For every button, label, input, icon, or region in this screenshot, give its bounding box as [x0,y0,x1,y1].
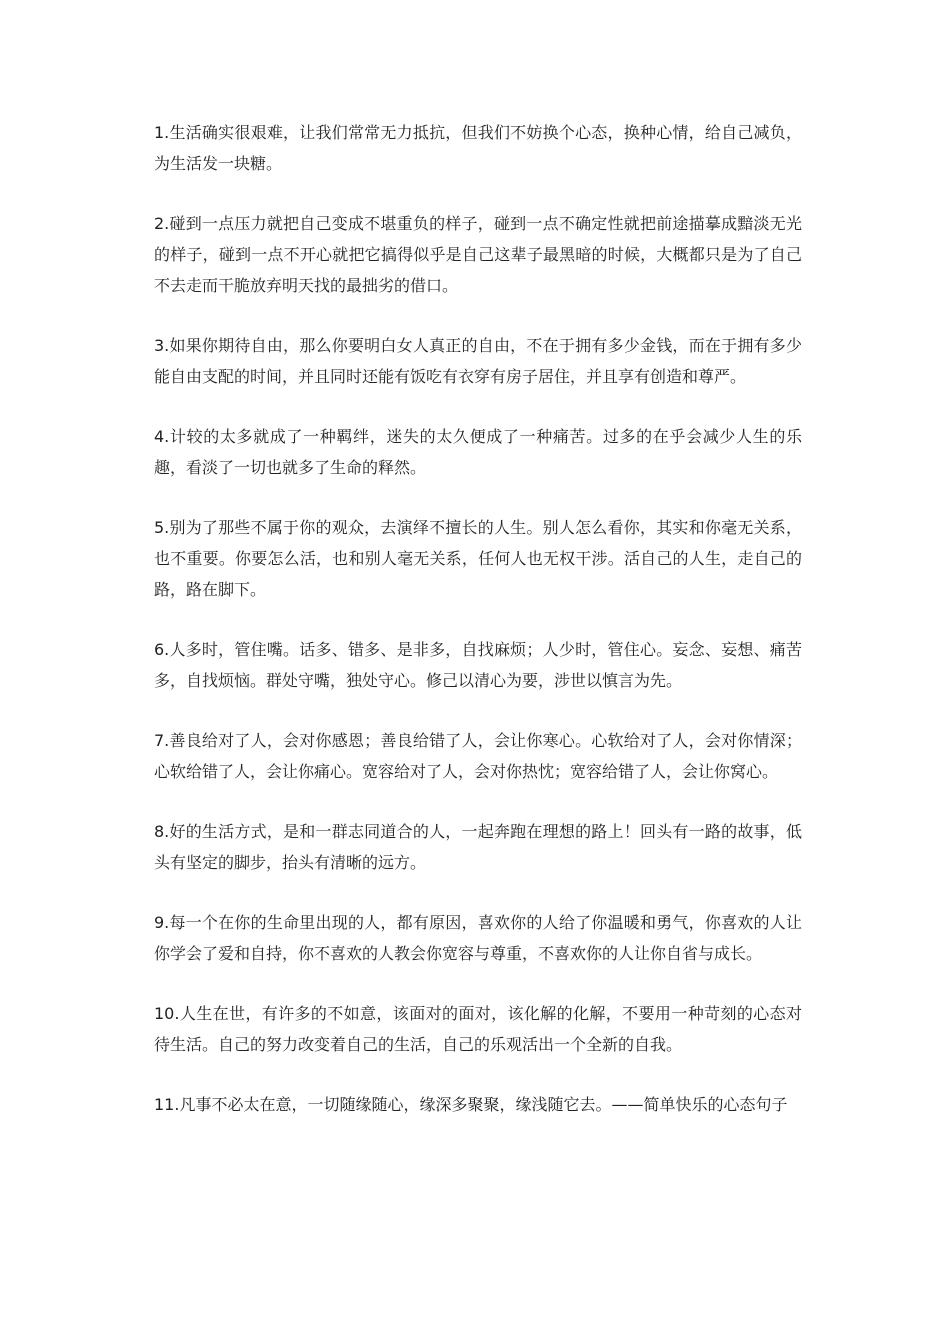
paragraph-3: 3.如果你期待自由，那么你要明白女人真正的自由，不在于拥有多少金钱，而在于拥有多少能自由支配的时间，并且同时还能有饭吃有衣穿有房子居住，并且享有创造和尊严。 [154,336,802,386]
paragraph-4: 4.计较的太多就成了一种羁绊，迷失的太久便成了一种痛苦。过多的在乎会减少人生的乐趣，看淡了一切也就多了生命的释然。 [154,427,802,477]
document-body [154,117,802,1149]
paragraph-8: 8.好的生活方式，是和一群志同道合的人，一起奔跑在理想的路上！回头有一路的故事，低头有坚定的脚步，抬头有清晰的远方。 [154,822,802,872]
paragraph-7: 7.善良给对了人，会对你感恩；善良给错了人，会让你寒心。心软给对了人，会对你情深；心软给错了人，会让你痛心。宽容给对了人，会对你热忱；宽容给错了人，会让你窝心。 [154,731,802,781]
paragraph-10: 10.人生在世，有许多的不如意，该面对的面对，该化解的化解，不要用一种苛刻的心态对待生活。自己的努力改变着自己的生活，自己的乐观活出一个全新的自我。 [154,1004,802,1054]
paragraph-1: 1.生活确实很艰难，让我们常常无力抵抗，但我们不妨换个心态，换种心情，给自己减负，为生活发一块糖。 [154,123,802,173]
paragraph-6: 6.人多时，管住嘴。话多、错多、是非多，自找麻烦；人少时，管住心。妄念、妄想、痛苦多，自找烦恼。群处守嘴，独处守心。修己以清心为要，涉世以慎言为先。 [154,640,802,690]
paragraph-9: 9.每一个在你的生命里出现的人，都有原因，喜欢你的人给了你温暖和勇气，你喜欢的人让你学会了爱和自持，你不喜欢的人教会你宽容与尊重，不喜欢你的人让你自省与成长。 [154,913,802,963]
paragraph-11: 11.凡事不必太在意，一切随缘随心，缘深多聚聚，缘浅随它去。——简单快乐的心态句子 [154,1095,788,1114]
paragraph-5: 5.别为了那些不属于你的观众，去演绎不擅长的人生。别人怎么看你，其实和你毫无关系，也不重要。你要怎么活，也和别人毫无关系，任何人也无权干涉。活自己的人生，走自己的路，路在脚下。 [154,518,802,599]
paragraph-2: 2.碰到一点压力就把自己变成不堪重负的样子，碰到一点不确定性就把前途描摹成黯淡无光的样子，碰到一点不开心就把它搞得似乎是自己这辈子最黑暗的时候，大概都只是为了自己不去走而干脆放弃明天找的最拙劣的借口。 [154,214,802,295]
